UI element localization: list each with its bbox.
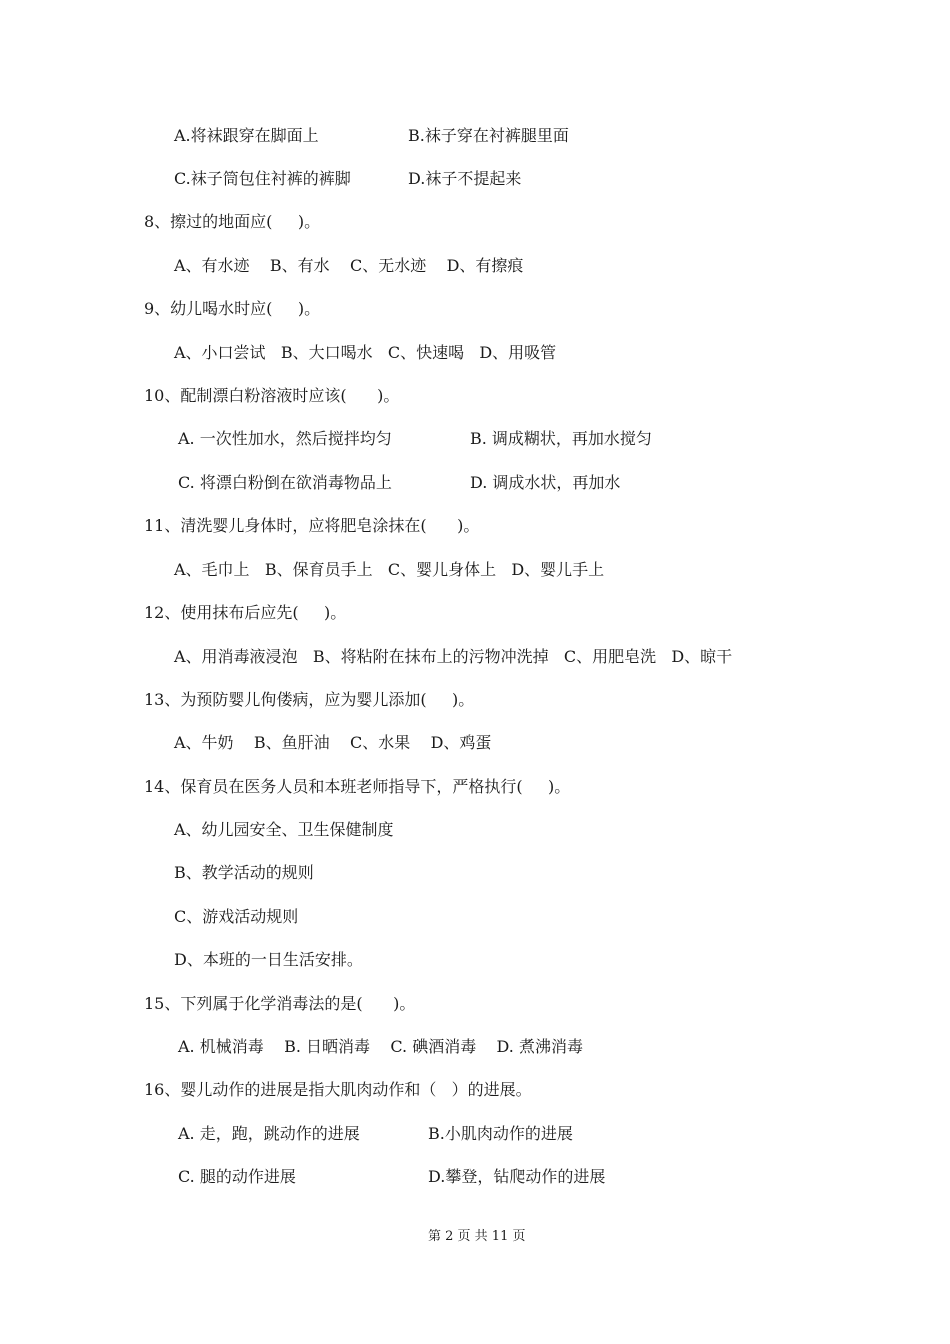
option-16a: A. 走，跑，跳动作的进展 <box>178 1124 360 1143</box>
option-7b: B.袜子穿在衬裤腿里面 <box>408 126 569 145</box>
question-14: 14、保育员在医务人员和本班老师指导下，严格执行( )。 <box>144 777 571 796</box>
option-16c: C. 腿的动作进展 <box>178 1167 296 1186</box>
option-10b: B. 调成糊状，再加水搅匀 <box>470 429 652 448</box>
option-10a: A. 一次性加水，然后搅拌均匀 <box>178 429 392 448</box>
option-14b: B、教学活动的规则 <box>174 863 314 882</box>
option-7a: A.将袜跟穿在脚面上 <box>174 126 319 145</box>
options-9: A、小口尝试 B、大口喝水 C、快速喝 D、用吸管 <box>174 343 557 362</box>
question-15: 15、下列属于化学消毒法的是( )。 <box>144 994 416 1013</box>
option-16d: D.攀登，钻爬动作的进展 <box>428 1167 606 1186</box>
option-10d: D. 调成水状，再加水 <box>470 473 621 492</box>
question-16: 16、婴儿动作的进展是指大肌肉动作和（ ）的进展。 <box>144 1080 532 1099</box>
option-7d: D.袜子不提起来 <box>408 169 522 188</box>
option-14a: A、幼儿园安全、卫生保健制度 <box>174 820 394 839</box>
options-11: A、毛巾上 B、保育员手上 C、婴儿身体上 D、婴儿手上 <box>174 560 605 579</box>
option-14d: D、本班的一日生活安排。 <box>174 950 363 969</box>
question-11: 11、清洗婴儿身体时，应将肥皂涂抹在( )。 <box>144 516 480 535</box>
options-13: A、牛奶 B、鱼肝油 C、水果 D、鸡蛋 <box>174 733 492 752</box>
options-8: A、有水迹 B、有水 C、无水迹 D、有擦痕 <box>174 256 524 275</box>
question-10: 10、配制漂白粉溶液时应该( )。 <box>144 386 400 405</box>
option-7c: C.袜子筒包住衬裤的裤脚 <box>174 169 351 188</box>
question-12: 12、使用抹布后应先( )。 <box>144 603 347 622</box>
question-9: 9、幼儿喝水时应( )。 <box>144 299 321 318</box>
option-16b: B.小肌肉动作的进展 <box>428 1124 573 1143</box>
page-number-footer: 第 2 页 共 11 页 <box>428 1229 526 1244</box>
options-15: A. 机械消毒 B. 日晒消毒 C. 碘酒消毒 D. 煮沸消毒 <box>178 1037 583 1056</box>
question-13: 13、为预防婴儿佝偻病，应为婴儿添加( )。 <box>144 690 475 709</box>
option-10c: C. 将漂白粉倒在欲消毒物品上 <box>178 473 392 492</box>
options-12: A、用消毒液浸泡 B、将粘附在抹布上的污物冲洗掉 C、用肥皂洗 D、晾干 <box>174 647 733 666</box>
question-8: 8、擦过的地面应( )。 <box>144 212 321 231</box>
option-14c: C、游戏活动规则 <box>174 907 299 926</box>
